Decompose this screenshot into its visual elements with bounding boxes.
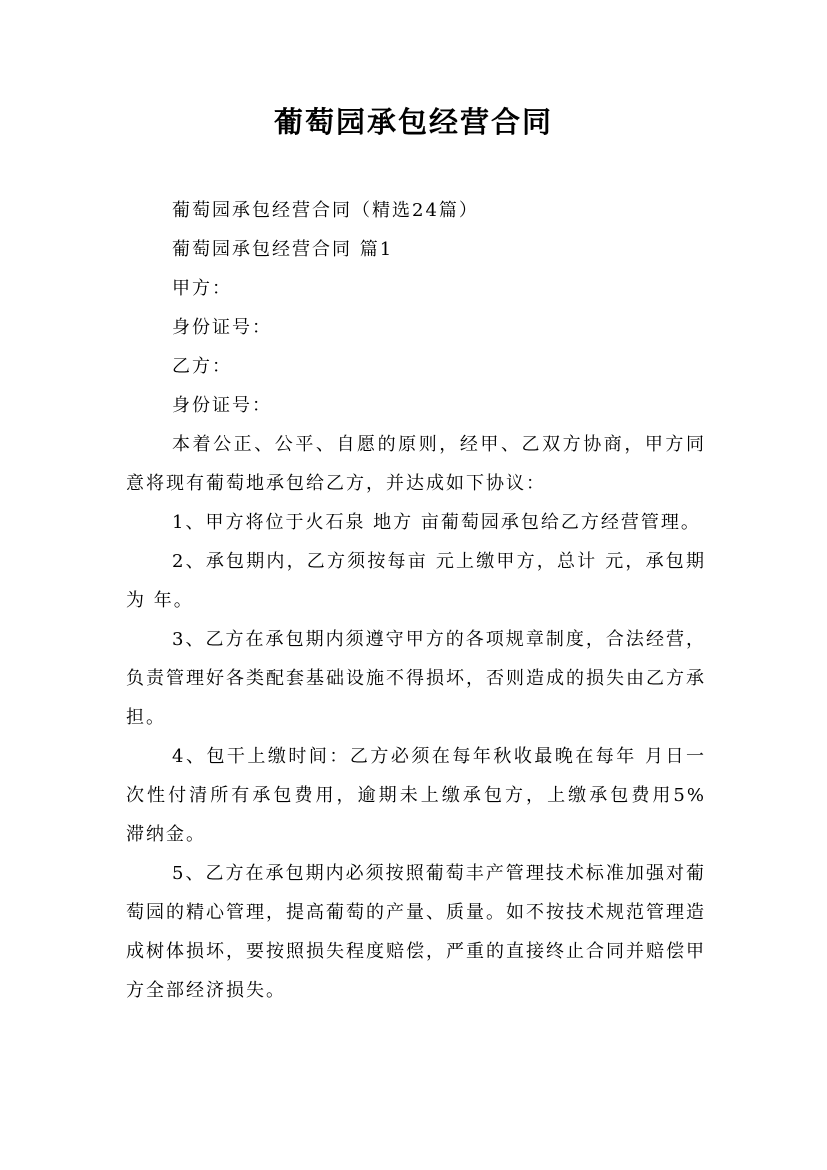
subtitle-line: 葡萄园承包经营合同（精选24篇） xyxy=(172,200,479,221)
document-body xyxy=(126,191,706,1010)
clause-3: 3、乙方在承包期内须遵守甲方的各项规章制度，合法经营，负责管理好各类配套基础设施不得损坏，否则造成的损失由乙方承担。 xyxy=(126,629,706,728)
intro-paragraph: 本着公正、公平、自愿的原则，经甲、乙双方协商，甲方同意将现有葡萄地承包给乙方，并达成如下协议： xyxy=(126,434,706,494)
clause-2: 2、承包期内，乙方须按每亩 元上缴甲方，总计 元，承包期为 年。 xyxy=(126,551,706,611)
document-title: 葡萄园承包经营合同 xyxy=(273,105,553,139)
party-b-id-label: 身份证号： xyxy=(172,395,272,416)
section-heading: 葡萄园承包经营合同 篇1 xyxy=(172,239,394,260)
party-a-id-label: 身份证号： xyxy=(172,317,272,338)
clause-5: 5、乙方在承包期内必须按照葡萄丰产管理技术标准加强对葡萄园的精心管理，提高葡萄的产量、质量。如不按技术规范管理造成树体损坏，要按照损失程度赔偿，严重的直接终止合同并赔偿甲方全部经济损失。 xyxy=(126,863,706,1001)
party-b-label: 乙方： xyxy=(172,356,232,377)
clause-4: 4、包干上缴时间：乙方必须在每年秋收最晚在每年 月日一次性付清所有承包费用，逾期未上缴承包方，上缴承包费用5% 滞纳金。 xyxy=(126,746,706,845)
party-a-label: 甲方： xyxy=(172,278,232,299)
clause-1: 1、甲方将位于火石泉 地方 亩葡萄园承包给乙方经营管理。 xyxy=(172,512,701,533)
